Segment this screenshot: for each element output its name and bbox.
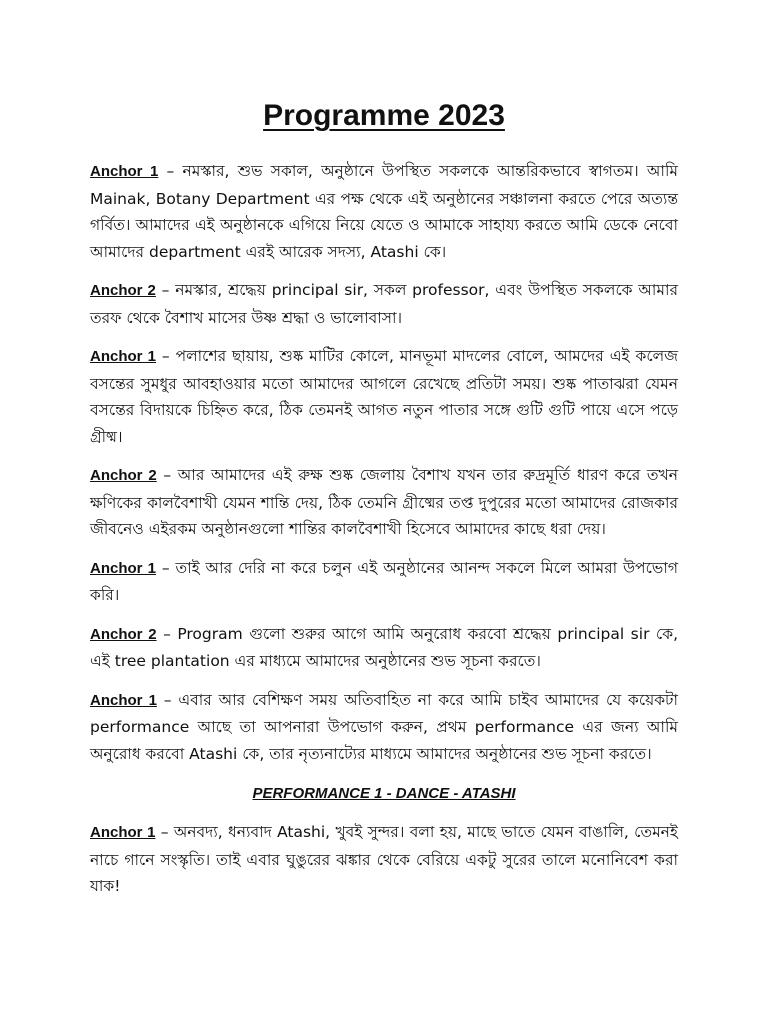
- speaker-separator: –: [156, 466, 178, 484]
- speaker-separator: –: [156, 690, 179, 709]
- speaker-label: Anchor 1: [90, 163, 159, 180]
- speaker-label: Anchor 2: [90, 625, 157, 643]
- script-paragraph: [90, 343, 678, 450]
- speaker-label: Anchor 2: [90, 467, 157, 484]
- speaker-separator: –: [155, 558, 176, 577]
- speaker-separator: –: [155, 281, 176, 299]
- speaker-separator: –: [156, 624, 178, 643]
- speaker-label: Anchor 1: [90, 824, 156, 841]
- speaker-label: Anchor 2: [90, 282, 156, 299]
- performance-heading: PERFORMANCE 1 - DANCE - ATASHI: [252, 785, 516, 802]
- speech-text: পলাশের ছায়ায়, শুষ্ক মাটির কোলে, মানভূমা মাদলের বোলে, আমদের এই কলেজ বসন্তের সুমধুর আবহাওয়ার মতো আমাদের আগলে রেখেছে প্রতিটা সময়। শুষ্ক পাতাঝরা যেমন বসন্তের বিদায়কে চিহ্নিত করে, ঠিক তেমনই আগত নতুন পাতার সঙ্গে গুটি গুটি পায়ে এসে পড়ে গ্রীষ্ম।: [90, 347, 678, 446]
- script-paragraph: [90, 277, 678, 331]
- speech-text: Program গুলো শুরুর আগে আমি অনুরোধ করবো শ্রদ্ধেয় principal sir কে, এই tree plantation এর মাধ্যমে আমাদের অনুষ্ঠানের শুভ সূচনা করতে।: [90, 624, 678, 670]
- speaker-separator: –: [155, 823, 174, 841]
- script-paragraph: [90, 462, 678, 543]
- speech-text: এবার আর বেশিক্ষণ সময় অতিবাহিত না করে আমি চাইব আমাদের যে কয়েকটা performance আছে তা আপনারা উপভোগ করুন, প্রথম performance এর জন্য আমি অনুরোধ করবো Atashi কে, তার নৃত্যনাট্যের মাধ্যমে আমাদের অনুষ্ঠানের শুভ সূচনা করতে।: [90, 690, 678, 763]
- speech-text: নমস্কার, শুভ সকাল, অনুষ্ঠানে উপস্থিত সকলকে আন্তরিকভাবে স্বাগতম। আমি Mainak, Botany Department এর পক্ষ থেকে এই অনুষ্ঠানের সঞ্চালনা করতে পেরে অত্যন্ত গর্বিত। আমাদের এই অনুষ্ঠানকে এগিয়ে নিয়ে যেতে ও আমাকে সাহায্য করতে আমি ডেকে নেবো আমাদের department এরই আরেক সদস্য, Atashi কে।: [90, 162, 678, 261]
- speaker-label: Anchor 1: [90, 348, 157, 365]
- speech-text: অনবদ্য, ধন্যবাদ Atashi, খুবই সুন্দর। বলা হয়, মাছে ভাতে যেমন বাঙালি, তেমনই নাচে গানে সংস্কৃতি। তাই এবার ঘুঙুরের ঝঙ্কার থেকে বেরিয়ে একটু সুরের তালে মনোনিবেশ করা যাক!: [90, 823, 678, 895]
- speaker-label: Anchor 1: [90, 691, 157, 709]
- document-page: [90, 96, 678, 912]
- speaker-separator: –: [158, 162, 183, 180]
- speaker-separator: –: [156, 347, 176, 365]
- speaker-label: Anchor 1: [90, 559, 156, 577]
- script-paragraph: [90, 158, 678, 265]
- speech-text: নমস্কার, শ্রদ্ধেয় principal sir, সকল professor, এবং উপস্থিত সকলকে আমার তরফ থেকে বৈশাখ মাসের উষ্ণ শ্রদ্ধা ও ভালোবাসা।: [90, 281, 679, 327]
- speech-text: আর আমাদের এই রুক্ষ শুষ্ক জেলায় বৈশাখ যখন তার রুদ্রমূর্তি ধারণ করে তখন ক্ষণিকের কালবৈশাখী যেমন শান্তি দেয়, ঠিক তেমনি গ্রীষ্মের তপ্ত দুপুরের মতো আমাদের রোজকার জীবনেও এইরকম অনুষ্ঠানগুলো শান্তির কালবৈশাখী হিসেবে আমাদের কাছে ধরা দেয়।: [90, 466, 678, 538]
- speech-text: তাই আর দেরি না করে চলুন এই অনুষ্ঠানের আনন্দ সকলে মিলে আমরা উপভোগ করি।: [90, 558, 679, 604]
- script-paragraph: [90, 819, 678, 900]
- script-paragraph: [90, 555, 678, 609]
- script-paragraph: [90, 687, 678, 768]
- page-title: Programme 2023: [263, 99, 505, 132]
- script-paragraph: [90, 621, 678, 675]
